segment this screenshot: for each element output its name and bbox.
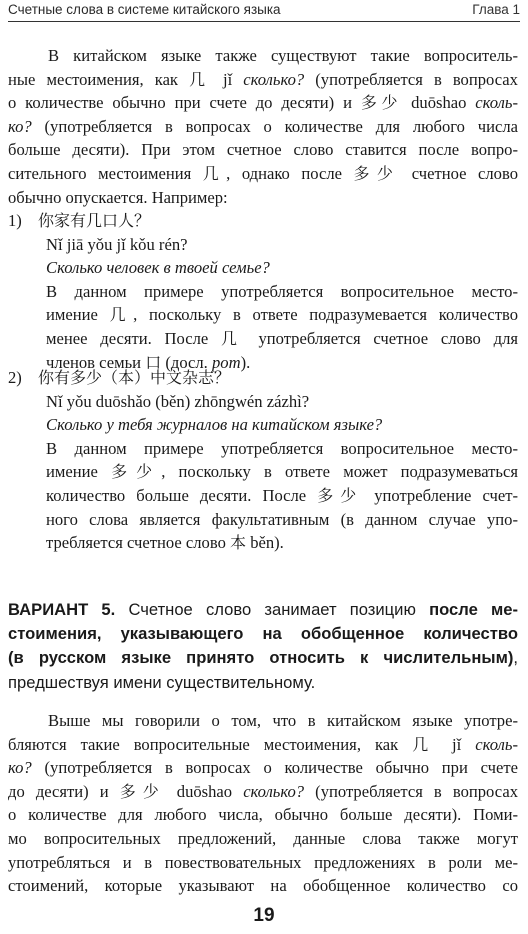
example-translation: Сколько человек в твоей семье?	[46, 258, 270, 278]
example-1	[8, 209, 518, 374]
example-chinese: 你家有几口人？	[38, 211, 151, 230]
variant-line: ВАРИАНТ 5. Счетное слово занимает позицию после ме-	[8, 600, 519, 619]
explanation-line: В данном примере употребляется вопросительное место-	[46, 438, 518, 458]
paragraph-generalized-quantity	[8, 709, 518, 898]
explanation-line: ного слова является факультативным (в данном случае упо-	[46, 509, 518, 529]
running-header-chapter: Глава 1	[472, 2, 520, 17]
variant-line: (в русском языке принято относить к числительным),	[8, 648, 518, 668]
explanation-line: имение 多少, поскольку в ответе может подразумеваться	[46, 462, 518, 482]
text-line: бляются такие вопросительные местоимения, как 几 jǐ сколь-	[8, 734, 518, 754]
variant-line: предшествуя имени существительному.	[8, 672, 316, 692]
explanation-line: членов семьи 口 (досл. рот).	[46, 352, 251, 372]
text-line: В китайском языке также существуют такие вопроситель-	[48, 46, 518, 65]
page-number: 19	[253, 905, 275, 926]
explanation-line: количество больше десяти. После 多少 употребление счет-	[46, 485, 518, 505]
text-line: ко? (употребляется в вопросах о количестве для любого числа	[8, 116, 518, 136]
example-2	[8, 366, 518, 555]
running-header-title: Счетные слова в системе китайского языка	[8, 2, 281, 17]
example-2-chinese-line	[8, 366, 518, 390]
text-line: о количестве обычно при счете до десяти) и 多少 duōshao сколь-	[8, 93, 518, 113]
example-number: 2)	[8, 368, 22, 387]
text-line: до десяти) и 多少 duōshao сколько? (употребляется в вопросах	[8, 781, 518, 801]
text-line: ные местоимения, как 几 jǐ сколько? (употребляется в вопросах	[8, 69, 518, 89]
paragraph-question-pronouns	[8, 44, 518, 209]
text-line: употребляться и в повествовательных предложениях в роли ме-	[8, 852, 518, 872]
example-chinese: 你有多少（本）中文杂志？	[38, 368, 231, 387]
text-line: Выше мы говорили о том, что в китайском языке употре-	[48, 711, 518, 730]
explanation-line: требляется счетное слово 本 běn).	[46, 533, 284, 553]
explanation-line: В данном примере употребляется вопросительное место-	[46, 281, 518, 301]
text-line: стоимений, которые указывают на обобщенное количество со	[8, 876, 518, 896]
header-rule	[8, 21, 520, 22]
text-line: мо вопросительных предложений, данные слова также могут	[8, 828, 518, 848]
running-header	[8, 0, 520, 20]
example-pinyin: Nǐ yǒu duōshǎo (běn) zhōngwén zázhì?	[46, 391, 310, 411]
text-line: обычно опускается. Например:	[8, 187, 228, 207]
example-number: 1)	[8, 211, 22, 230]
text-line: сительного местоимения 几, однако после 多少 счетное слово	[8, 163, 518, 183]
text-line: больше десяти). При этом счетное слово ставится после вопро-	[8, 140, 518, 160]
text-line: о количестве для любого числа, обычно больше десяти). Поми-	[8, 805, 518, 825]
variant-5-heading-block	[8, 598, 518, 695]
example-1-chinese-line	[8, 209, 518, 233]
example-translation: Сколько у тебя журналов на китайском языке?	[46, 415, 383, 435]
text-line: ко? (употребляется в вопросах о количестве обычно при счете	[8, 758, 518, 778]
explanation-line: имение 几, поскольку в ответе подразумевается количество	[46, 305, 518, 325]
explanation-line: менее десяти. После 几 употребляется счетное слово для	[46, 328, 518, 348]
variant-line: стоимения, указывающего на обобщенное количество	[8, 624, 518, 644]
example-pinyin: Nǐ jiā yǒu jǐ kǒu rén?	[46, 234, 188, 254]
